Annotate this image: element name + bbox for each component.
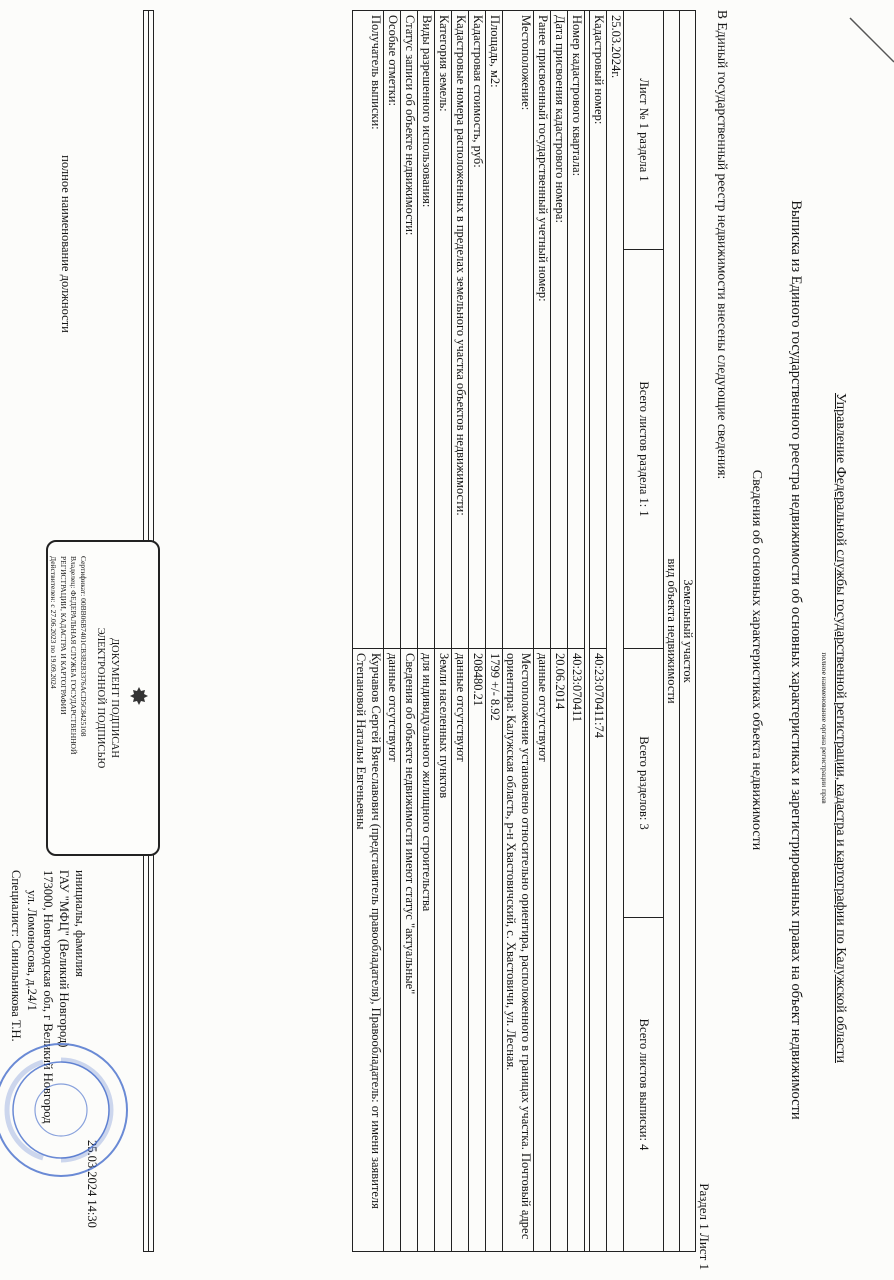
initials-caption: инициалы, фамилия: [73, 870, 87, 977]
agency-caption: полное наименование органа регистрации прав: [820, 652, 829, 804]
object-type-caption: вид объекта недвижимости: [664, 11, 680, 1252]
table-row: [503, 11, 534, 1252]
row-value: Земли населенных пунктов: [435, 649, 452, 1252]
table-row: [452, 11, 469, 1252]
row-label: Местоположение:: [503, 11, 534, 649]
table-row: [534, 11, 551, 1252]
row-label: Площадь, м2:: [486, 11, 503, 649]
row-label: Дата присвоения кадастрового номера:: [551, 11, 568, 649]
document-title: Выписка из Единого государственного реестра недвижимости об основных характеристиках и зарегистрированных правах на объект недвижимости: [788, 200, 804, 1120]
sig-subtitle: ЭЛЕКТРОННОЙ ПОДПИСЬЮ: [95, 627, 106, 769]
section-label: Раздел 1 Лист 1: [697, 1183, 712, 1270]
table-row: [353, 11, 384, 1252]
cadastral-label: Кадастровый номер:: [590, 11, 607, 649]
issuer-specialist: Специалист: Синильникова Т.Н.: [9, 870, 23, 1042]
issue-datetime: 25.03.2024 14:30: [85, 1140, 99, 1228]
blue-stamp: [0, 1040, 131, 1180]
sig-owner-2: РЕГИСТРАЦИИ, КАДАСТРА И КАРТОГРАФИИ: [59, 556, 68, 715]
emblem-icon: [126, 684, 150, 708]
section-title: Сведения об основных характеристиках объекта недвижимости: [749, 469, 764, 851]
cadastral-value: 40:23:070411:74: [590, 649, 607, 1252]
table-row: [486, 11, 503, 1252]
row-label: Ранее присвоенный государственный учетный номер:: [534, 11, 551, 649]
row-label: Особые отметки:: [384, 11, 401, 649]
sheets-total: Всего листов выписки: 4: [624, 918, 664, 1252]
pen-mark: [842, 10, 894, 70]
row-label: Получатель выписки:: [353, 11, 384, 649]
table-row: [435, 11, 452, 1252]
row-label: Статус записи об объекте недвижимости:: [401, 11, 418, 649]
row-value: 1799 +/- 8.92: [486, 649, 503, 1252]
row-label: Номер кадастрового квартала:: [568, 11, 585, 649]
property-table: [352, 10, 696, 1252]
sig-owner: Владелец: ФЕДЕРАЛЬНАЯ СЛУЖБА ГОСУДАРСТВЕННОЙ: [69, 556, 78, 755]
rotated-document: [6, 10, 876, 1270]
issuer-address-2: ул. Ломоносова, д.24/1: [25, 890, 39, 1011]
table-row: [568, 11, 585, 1252]
row-value: 40:23:070411: [568, 649, 585, 1252]
sig-validity: Действителен: с 27.06.2023 по 19.09.2024: [49, 556, 58, 689]
row-value: данные отсутствуют: [534, 649, 551, 1252]
row-value: Сведения об объекте недвижимости имеют статус "актуальные": [401, 649, 418, 1252]
sheet-number: Лист № 1 раздела 1: [624, 11, 664, 250]
agency-name: Управление Федеральной службы государственной регистрации, кадастра и картографии по Калужской области: [833, 393, 848, 1063]
issuer-org: ГАУ "МФЦ" (Великий Новгород): [57, 870, 71, 1048]
table-row: [401, 11, 418, 1252]
issuer-address: 173000, Новгородская обл, г Великий Новгород: [41, 870, 55, 1124]
row-value: данные отсутствуют: [384, 649, 401, 1252]
sig-title: ДОКУМЕНТ ПОДПИСАН: [109, 638, 120, 758]
sheets-in-section: Всего листов раздела 1: 1: [624, 250, 664, 649]
position-caption: полное наименование должности: [59, 155, 73, 333]
row-value: для индивидуального жилищного строительства: [418, 649, 435, 1252]
table-row: [551, 11, 568, 1252]
row-value: данные отсутствуют: [452, 649, 469, 1252]
sig-cert: Сертификат: 00BB06B7401CB3B2B3376ACD5C8425108: [79, 556, 88, 737]
object-type: Земельный участок: [680, 11, 696, 1252]
intro-text: В Единый государственный реестр недвижимости внесены следующие сведения:: [715, 10, 730, 480]
row-value: Курчавов Сергей Вячеславович (представитель правообладателя), Правообладатель: от имени заявителя Степановой Натальи Евгеньевны: [353, 649, 384, 1252]
row-value: 208480.21: [469, 649, 486, 1252]
e-signature-box: [46, 540, 160, 856]
row-value: Местоположение установлено относительно ориентира, расположенного в границах участка. Почтовый адрес ориентира: Калужская область, р-н Хвастовичский, с. Хвастовичи, ул. Лесная.: [503, 649, 534, 1252]
sections-total: Всего разделов: 3: [624, 649, 664, 918]
row-label: Кадастровая стоимость, руб:: [469, 11, 486, 649]
row-label: Кадастровые номера расположенных в пределах земельного участка объектов недвижимости:: [452, 11, 469, 649]
row-value: 20.06.2014: [551, 649, 568, 1252]
table-row: [469, 11, 486, 1252]
table-row: [384, 11, 401, 1252]
row-label: Категория земель:: [435, 11, 452, 649]
table-row: [418, 11, 435, 1252]
row-label: Виды разрешенного использования:: [418, 11, 435, 649]
extract-date: 25.03.2024г.: [607, 11, 624, 1252]
